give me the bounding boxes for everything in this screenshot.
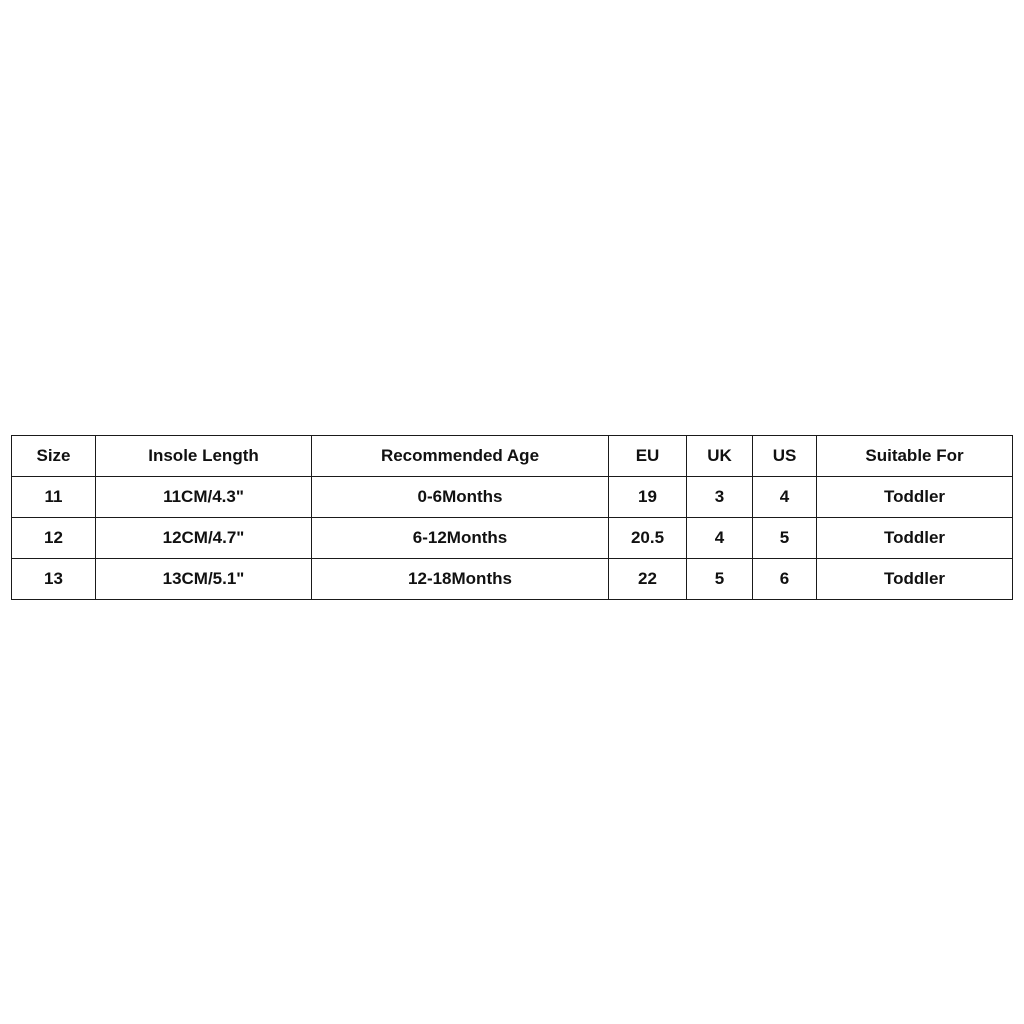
cell-suitable-for: Toddler xyxy=(817,559,1013,600)
table-row xyxy=(12,477,1013,518)
column-header-recommended-age: Recommended Age xyxy=(312,436,609,477)
cell-eu: 20.5 xyxy=(609,518,687,559)
cell-us: 4 xyxy=(753,477,817,518)
column-header-insole-length: Insole Length xyxy=(96,436,312,477)
cell-eu: 22 xyxy=(609,559,687,600)
cell-recommended-age: 0-6Months xyxy=(312,477,609,518)
column-header-uk: UK xyxy=(687,436,753,477)
column-header-suitable-for: Suitable For xyxy=(817,436,1013,477)
cell-uk: 3 xyxy=(687,477,753,518)
cell-us: 6 xyxy=(753,559,817,600)
cell-recommended-age: 12-18Months xyxy=(312,559,609,600)
cell-size: 13 xyxy=(12,559,96,600)
column-header-us: US xyxy=(753,436,817,477)
cell-insole-length: 12CM/4.7" xyxy=(96,518,312,559)
cell-suitable-for: Toddler xyxy=(817,477,1013,518)
cell-recommended-age: 6-12Months xyxy=(312,518,609,559)
cell-eu: 19 xyxy=(609,477,687,518)
table-row xyxy=(12,559,1013,600)
table-row xyxy=(12,518,1013,559)
cell-insole-length: 11CM/4.3" xyxy=(96,477,312,518)
column-header-size: Size xyxy=(12,436,96,477)
cell-uk: 5 xyxy=(687,559,753,600)
table-header-row xyxy=(12,436,1013,477)
column-header-eu: EU xyxy=(609,436,687,477)
cell-size: 12 xyxy=(12,518,96,559)
cell-uk: 4 xyxy=(687,518,753,559)
cell-us: 5 xyxy=(753,518,817,559)
cell-insole-length: 13CM/5.1" xyxy=(96,559,312,600)
cell-size: 11 xyxy=(12,477,96,518)
cell-suitable-for: Toddler xyxy=(817,518,1013,559)
size-chart-table xyxy=(11,435,1013,600)
